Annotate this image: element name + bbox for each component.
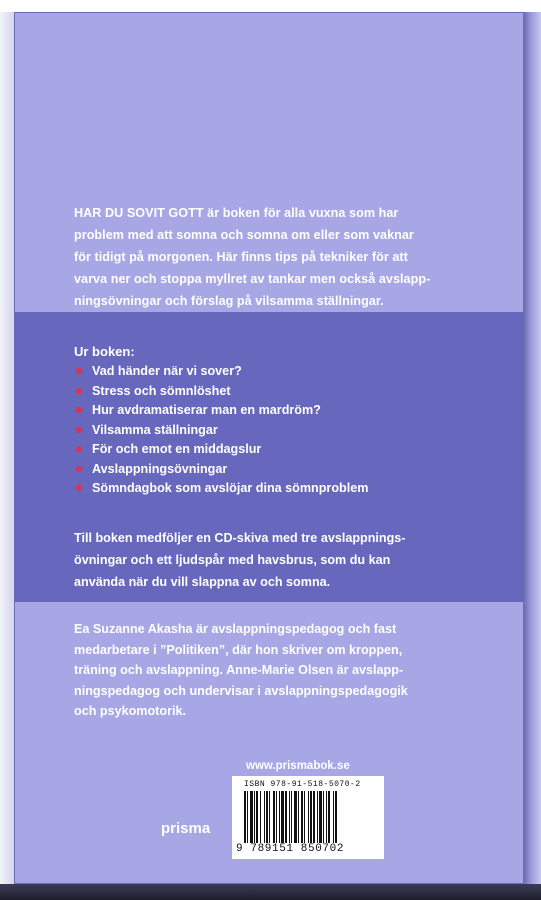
publisher-url: www.prismabok.se [246,760,350,772]
intro-line-3: för tidigt på morgonen. Här finns tips på tekniker för att [74,250,408,264]
intro-line-4: varva ner och stoppa myllret av tankar men också avslapp- [74,272,431,286]
list-item-text: Stress och sömnlöshet [92,383,231,398]
barcode-digits: 9 789151 850702 [236,843,345,855]
bullet-icon [76,388,82,394]
intro-paragraph [74,202,524,312]
book-back-cover [14,12,524,884]
list-item [74,479,368,499]
intro-line-5: ningsövningar och förslag på vilsamma ställningar. [74,294,384,308]
intro-line-1: är boken för alla vuxna som har [203,206,399,220]
authors-line-4: ningspedagog och undervisar i avslappningspedagogik [74,683,408,698]
cd-line-1: Till boken medföljer en CD-skiva med tre avslappnings- [74,531,406,545]
authors-line-1: Ea Suzanne Akasha är avslappningspedagog och fast [74,622,397,636]
list-item [74,460,368,480]
list-item-text: Sömndagbok som avslöjar dina sömnproblem [92,481,369,495]
bullet-icon [76,407,82,413]
book-bottom-edge [0,884,541,900]
list-item-text: Vad händer när vi sover? [92,364,242,378]
bullet-icon [76,446,82,452]
list-item [74,401,368,421]
authors-line-2: medarbetare i ”Politiken”, där hon skriver om kroppen, [74,642,403,657]
cd-paragraph [74,527,524,593]
authors-line-5: och psykomotorik. [74,704,186,718]
list-item [74,440,368,460]
list-item-text: Avslappningsövningar [92,461,228,476]
list-item-text: För och emot en middagslur [92,442,262,456]
authors-paragraph [74,619,524,722]
contents-heading: Ur boken: [74,344,135,359]
publisher-logo: prisma [161,820,211,837]
list-item-text: Vilsamma ställningar [92,422,218,437]
bullet-icon [76,466,82,472]
list-item [74,382,368,402]
intro-lead: HAR DU SOVIT GOTT [74,206,204,220]
scan-margin-top [0,0,541,12]
cd-line-2: övningar och ett ljudspår med havsbrus, som du kan [74,553,391,567]
barcode-label [232,776,384,859]
list-item-text: Hur avdramatiserar man en mardröm? [92,403,321,417]
list-item [74,362,368,382]
bullet-icon [76,485,82,491]
scan-margin-left [0,12,14,884]
bullet-icon [76,368,82,374]
contents-list [74,362,368,499]
barcode-icon [244,791,372,843]
intro-line-2: problem med att somna och somna om eller som vaknar [74,228,414,242]
bullet-icon [76,427,82,433]
cd-line-3: använda när du vill slappna av och somna. [74,575,331,589]
book-spine-edge [524,12,541,884]
list-item [74,421,368,441]
authors-line-3: träning och avslappning. Anne-Marie Olsen är avslapp- [74,663,404,677]
isbn-text: ISBN 978-91-518-5070-2 [244,780,361,789]
